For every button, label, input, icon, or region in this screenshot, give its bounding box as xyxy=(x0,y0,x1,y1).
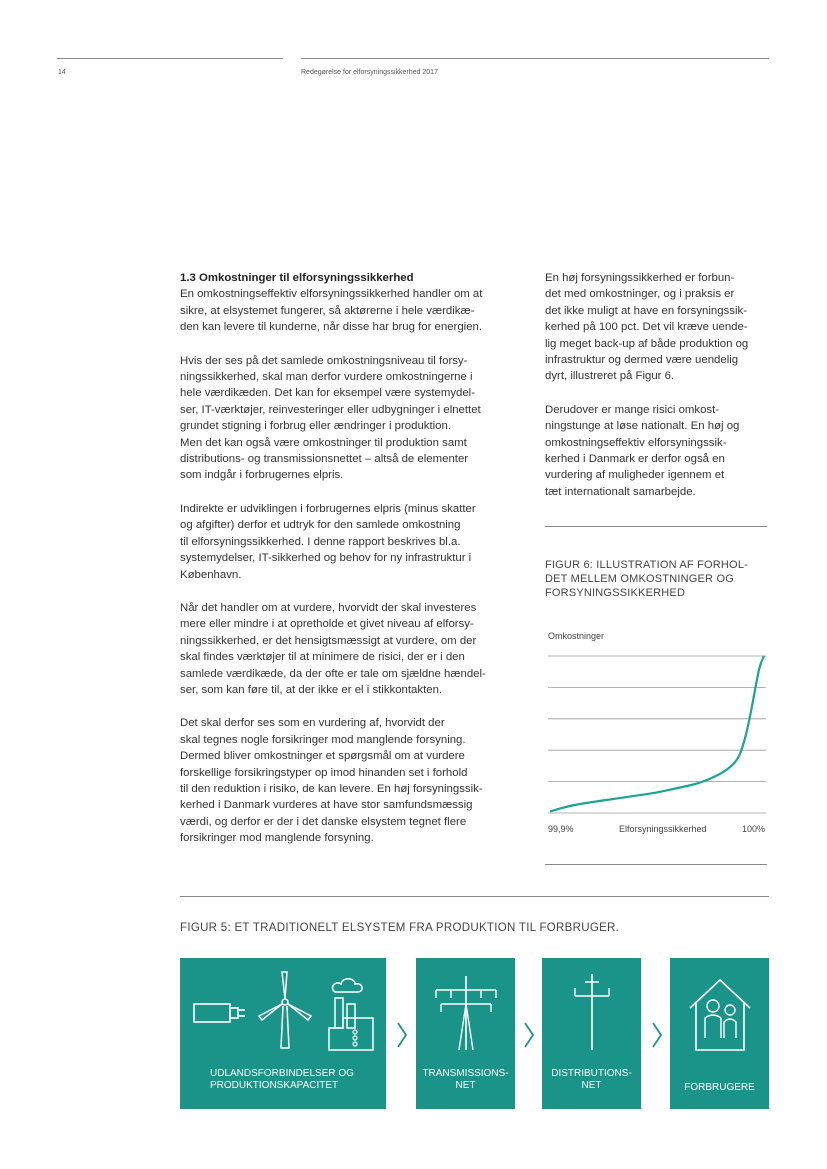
text-line: ningstunge at løse nationalt. En høj og xyxy=(545,420,740,433)
left-paragraph xyxy=(180,286,530,335)
left-paragraph xyxy=(180,600,530,698)
text-line: ningssikkerhed, skal man derfor vurdere omkostningerne i xyxy=(180,371,473,384)
chevron-right-icon xyxy=(396,1022,408,1048)
label-line: FORSYNINGSSIKKERHED xyxy=(545,587,686,599)
text-line: Det skal derfor ses som en vurdering af, hvorvidt der xyxy=(180,717,445,730)
text-line: systemydelser, IT-sikkerhed og behov for ny infrastruktur i xyxy=(180,552,472,565)
text-line: kerhed i Danmark vurderes at have stor samfundsmæssig xyxy=(180,799,473,812)
text-line: tæt internationalt samarbejde. xyxy=(545,485,696,498)
tile-distribution xyxy=(542,958,641,1109)
figure6-chart xyxy=(546,650,768,825)
text-line: som indgår i forbrugernes elpris. xyxy=(180,469,344,482)
text-line: værdi, og derfor er der i det danske elsystem tegnet flere xyxy=(180,815,467,828)
section-heading: 1.3 Omkostninger til elforsyningssikkerhed xyxy=(180,272,414,284)
text-line: mere eller mindre i at opretholde et givet niveau af elforsy- xyxy=(180,618,474,631)
left-column xyxy=(180,270,530,864)
left-paragraph xyxy=(180,501,530,583)
wind-turbine-icon xyxy=(255,970,315,1050)
label-line: TRANSMISSIONS- xyxy=(422,1068,509,1079)
text-line: til den reduktion i risiko, de kan levere. En høj forsyningssik- xyxy=(180,782,483,795)
label-line: DET MELLEM OMKOSTNINGER OG xyxy=(545,573,734,585)
header-rule-left xyxy=(57,58,283,59)
cable-connector-icon xyxy=(192,996,248,1036)
label-line: FORBRUGERE xyxy=(684,1082,755,1093)
text-line: ser, IT-værktøjer, reinvesteringer eller udbygninger i elnettet xyxy=(180,403,481,416)
right-column xyxy=(545,270,775,517)
tile-consumers xyxy=(670,958,769,1109)
text-line: Indirekte er udviklingen i forbrugernes elpris (minus skatter xyxy=(180,502,476,515)
figure6-ylabel: Omkostninger xyxy=(548,631,605,641)
tile-consumers-label xyxy=(670,1082,769,1094)
text-line: kerhed i Danmark er derfor også en xyxy=(545,453,725,466)
right-paragraph xyxy=(545,402,775,500)
label-line: NET xyxy=(581,1080,602,1091)
label-line: FIGUR 6: ILLUSTRATION AF FORHOL- xyxy=(545,559,748,571)
figure5-top-rule xyxy=(180,896,769,897)
distribution-pole-icon xyxy=(567,972,617,1052)
text-line: skal findes værktøjer til at minimere de risici, der er i den xyxy=(180,651,465,664)
text-line: forsikringer mod manglende forsyning. xyxy=(180,832,374,845)
tile-distribution-label xyxy=(542,1068,641,1092)
tile-production-label xyxy=(210,1068,386,1092)
right-paragraphs xyxy=(545,270,775,500)
text-line: Hvis der ses på det samlede omkostningsniveau til forsy- xyxy=(180,354,468,367)
left-paragraph xyxy=(180,353,530,484)
text-line: lig meget back-up af både produktion og xyxy=(545,337,749,350)
text-line: omkostningseffektiv elforsyningssik- xyxy=(545,436,727,449)
text-line: distributions- og transmissionsnettet – altså de elementer xyxy=(180,453,469,466)
chevron-right-icon xyxy=(651,1022,663,1048)
text-line: samlede værdikæde, da der ofte er tale om sjældne hændel- xyxy=(180,667,486,680)
household-icon xyxy=(686,972,756,1052)
label-line: UDLANDSFORBINDELSER OG xyxy=(210,1068,354,1079)
tile-production xyxy=(180,958,386,1109)
left-paragraph xyxy=(180,715,530,846)
left-paragraphs xyxy=(180,286,530,846)
figure6-x-left-label: 99,9% xyxy=(548,824,574,834)
text-line: København. xyxy=(180,568,242,581)
text-line: forskellige forsikringstyper op imod hinanden set i forhold xyxy=(180,766,468,779)
label-line: PRODUKTIONSKAPACITET xyxy=(210,1080,339,1091)
text-line: Derudover er mange risici omkost- xyxy=(545,403,720,416)
text-line: Men det kan også være omkostninger til produktion samt xyxy=(180,436,467,449)
right-paragraph xyxy=(545,270,775,385)
text-line: En omkostningseffektiv elforsyningssikkerhed handler om at xyxy=(180,288,483,301)
text-line: Dermed bliver omkostninger et spørgsmål om at vurdere xyxy=(180,750,465,763)
text-line: skal tegnes nogle forsikringer mod manglende forsyning. xyxy=(180,733,466,746)
tile-transmission xyxy=(416,958,515,1109)
figure6-top-rule xyxy=(545,526,767,527)
figure5-title: FIGUR 5: ET TRADITIONELT ELSYSTEM FRA PRODUKTION TIL FORBRUGER. xyxy=(180,922,620,934)
tile-transmission-label xyxy=(416,1068,515,1092)
text-line: infrastruktur og dermed være uendelig xyxy=(545,354,739,367)
figure6-x-right-label: 100% xyxy=(742,824,766,834)
text-line: hele værdikæden. Det kan for eksempel være systemydel- xyxy=(180,387,476,400)
text-line: til elforsyningssikkerhed. I denne rapport beskrives bl.a. xyxy=(180,535,461,548)
chevron-right-icon xyxy=(523,1022,535,1048)
text-line: Når det handler om at vurdere, hvorvidt der skal investeres xyxy=(180,601,477,614)
running-title: Redegørelse for elforsyningssikkerhed 2017 xyxy=(301,69,438,76)
cost-curve-line xyxy=(550,656,764,811)
text-line: det med omkostninger, og i praksis er xyxy=(545,288,735,301)
text-line: og afgifter) derfor et udtryk for den samlede omkostning xyxy=(180,519,461,532)
text-line: sikre, at elsystemet fungerer, så aktørerne i hele værdikæ- xyxy=(180,304,475,317)
text-line: det ikke muligt at have en forsyningssik- xyxy=(545,304,747,317)
label-line: DISTRIBUTIONS- xyxy=(551,1068,632,1079)
page-number: 14 xyxy=(58,69,66,76)
text-line: En høj forsyningssikkerhed er forbun- xyxy=(545,272,735,284)
power-plant-icon xyxy=(325,974,381,1054)
figure6-x-center-label: Elforsyningssikkerhed xyxy=(619,824,707,834)
text-line: kerhed på 100 pct. Det vil kræve uende- xyxy=(545,321,748,334)
figure6-title xyxy=(545,558,769,600)
text-line: dyrt, illustreret på Figur 6. xyxy=(545,370,675,383)
transmission-pylon-icon xyxy=(431,972,501,1052)
text-line: grundet stigning i forbrug eller ændringer i produktion. xyxy=(180,420,452,433)
label-line: NET xyxy=(455,1080,476,1091)
text-line: den kan levere til kunderne, når disse har brug for energien. xyxy=(180,321,483,334)
header-rule-right xyxy=(301,58,769,59)
text-line: vurdering af muligheder igennem et xyxy=(545,469,725,482)
text-line: ningssikkerhed, er det hensigtsmæssigt at vurdere, om der xyxy=(180,634,477,647)
figure6-bottom-rule xyxy=(545,864,767,865)
text-line: ser, som kan føre til, at der ikke er el i stikkontakten. xyxy=(180,683,443,696)
